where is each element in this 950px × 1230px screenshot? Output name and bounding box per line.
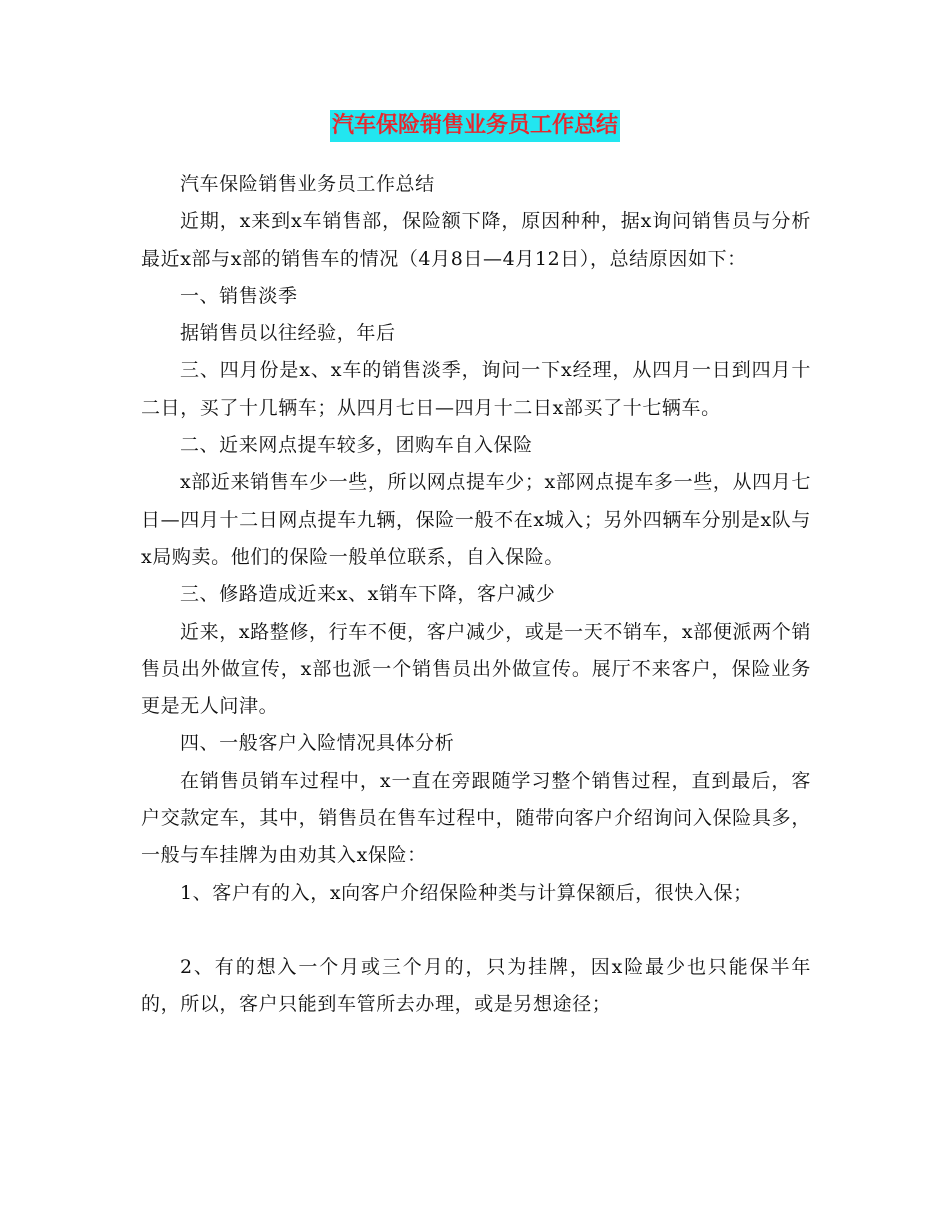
section-heading-2: 二、近来网点提车较多，团购车自入保险 [179,434,533,457]
list-item: 2、有的想入一个月或三个月的，只为挂牌，因x险最少也只能保半年的，所以，客户只能到车管所去办理，或是另想途径； [141,955,811,1016]
paragraph-subtitle: 汽车保险销售业务员工作总结 [179,173,435,195]
paragraph: 在销售员销车过程中，x一直在旁跟随学习整个销售过程，直到最后，客户交款定车，其中，销售员在售车过程中，随带向客户介绍询问入保险具多，一般与车挂牌为由劝其入x保险： [141,769,811,867]
paragraph-intro: 近期，x来到x车销售部，保险额下降，原因种种，据x询问销售员与分析最近x部与x部的销售车的情况（4月8日—4月12日），总结原因如下： [141,210,811,270]
paragraph: 近来，x路整修，行车不便，客户减少，或是一天不销车，x部便派两个销售员出外做宣传，x部也派一个销售员出外做宣传。展厅不来客户，保险业务更是无人问津。 [141,620,811,718]
document-title: 汽车保险销售业务员工作总结 [330,110,620,142]
list-item: 1、客户有的入，x向客户介绍保险种类与计算保额后，很快入保； [179,881,753,904]
paragraph: 据销售员以往经验，年后 [179,322,396,345]
blank-line [141,912,811,949]
paragraph: x部近来销售车少一些，所以网点提车少；x部网点提车多一些，从四月七日—四月十二日网点提车九辆，保险一般不在x城入；另外四辆车分别是x队与x局购卖。他们的保险一般单位联系，自入保险。 [141,471,811,568]
paragraph: 三、四月份是x、x车的销售淡季，询问一下x经理，从四月一日到四月十二日，买了十几辆车；从四月七日—四月十二日x部买了十七辆车。 [141,359,811,419]
title-container [0,110,950,142]
section-heading-4: 四、一般客户入险情况具体分析 [179,732,455,755]
document-body [141,166,811,1024]
section-heading-3: 三、修路造成近来x、x销车下降，客户减少 [179,583,556,606]
section-heading-1: 一、销售淡季 [179,284,298,307]
